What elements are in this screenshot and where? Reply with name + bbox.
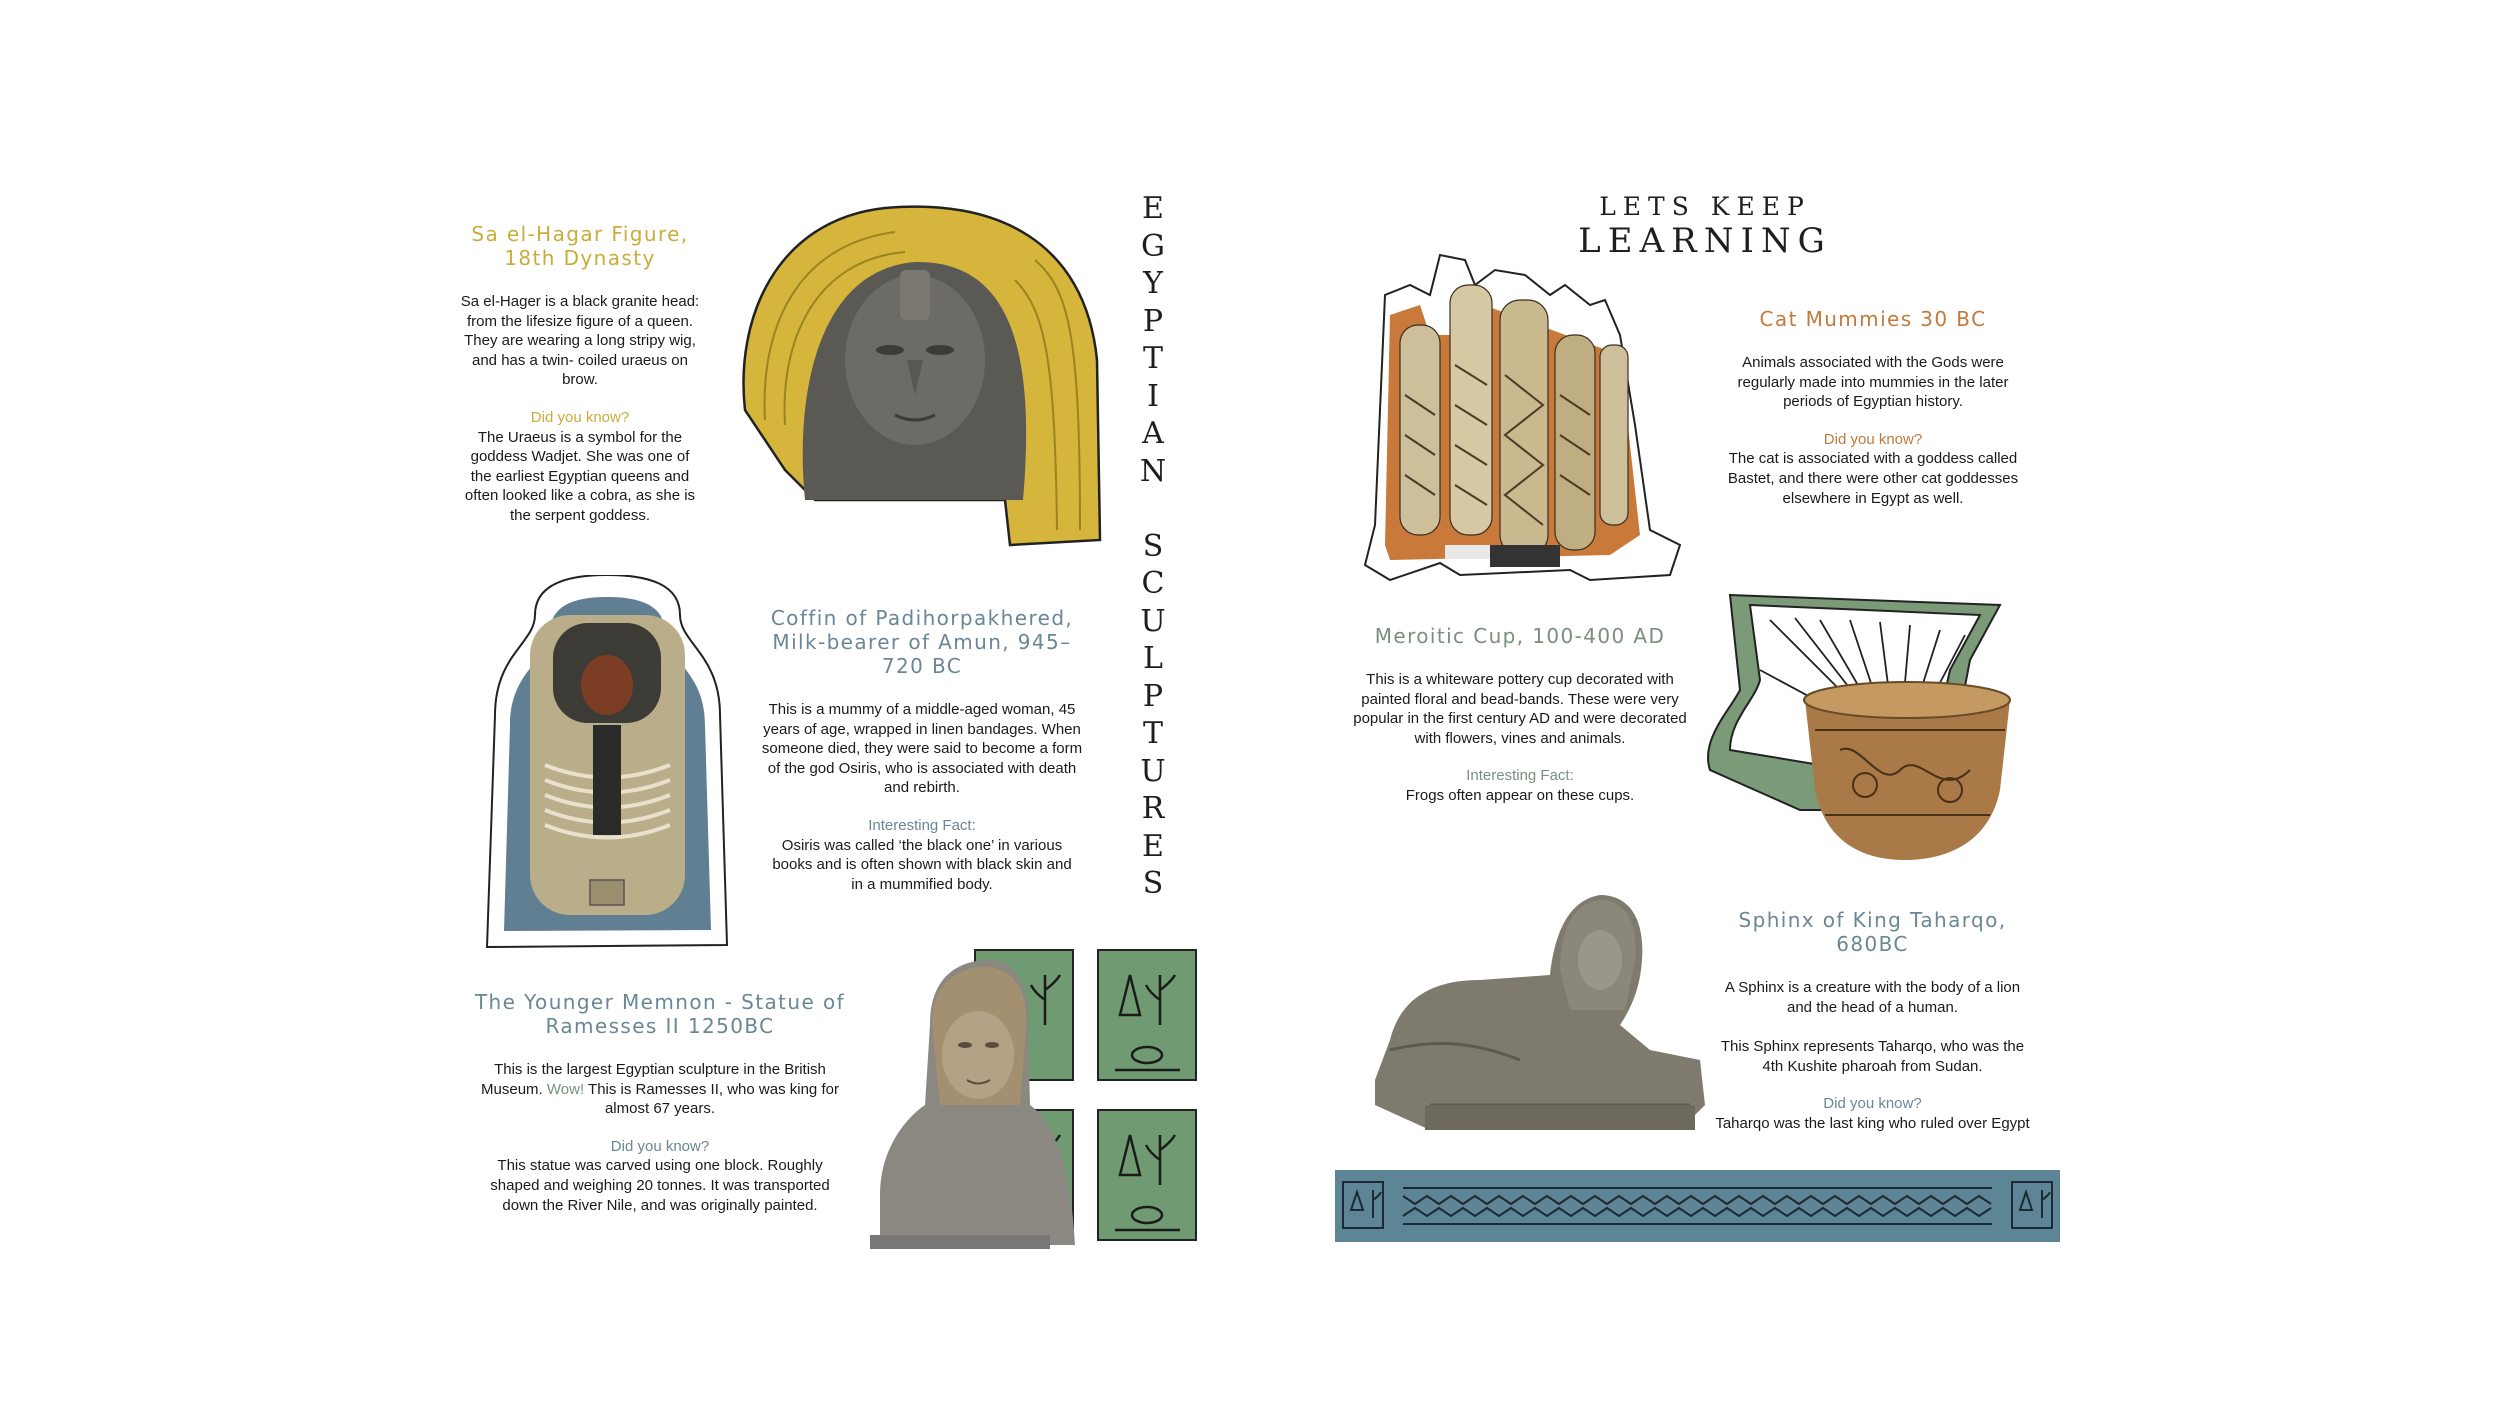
meroitic-cup-body: This is a whiteware pottery cup decorated with painted floral and bead-bands. These were very popular in the first century AD and were decorated with flowers, vines and animals. bbox=[1353, 671, 1687, 747]
sa-el-hagar-fact-label: Did you know? bbox=[530, 408, 630, 426]
sa-el-hagar-block bbox=[460, 222, 700, 526]
spine-letter: R bbox=[1141, 791, 1165, 826]
memnon-fact: This statue was carved using one block. Roughly shaped and weighing 20 tonnes. It was transported down the River Nile, and was originally painted. bbox=[490, 1157, 830, 1214]
spine-letter bbox=[1138, 490, 1168, 528]
sa-el-hagar-head-image bbox=[735, 200, 1105, 550]
spine-letter: U bbox=[1140, 603, 1166, 639]
spine-letter: N bbox=[1139, 453, 1167, 489]
spine-letter: L bbox=[1143, 641, 1163, 676]
meroitic-cup-fact-label: Interesting Fact: bbox=[1466, 767, 1574, 785]
spine-letter: E bbox=[1142, 191, 1164, 226]
meroitic-cup-image bbox=[1700, 590, 2020, 870]
coffin-body: This is a mummy of a middle-aged woman, 45 years of age, wrapped in linen bandages. When someone died, they were said to become a form of the god Osiris, who is associated with death and rebirth. bbox=[761, 701, 1083, 797]
memnon-body bbox=[465, 1060, 855, 1119]
coffin-fact: Osiris was called ‘the black one’ in various books and is often shown with black skin and in a mummified body. bbox=[772, 836, 1072, 893]
sphinx-image bbox=[1370, 890, 1710, 1140]
sa-el-hagar-fact: The Uraeus is a symbol for the goddess Wadjet. She was one of the earliest Egyptian queens and often looked like a cobra, as she is the serpent goddess. bbox=[464, 428, 696, 524]
sphinx-body-2: This Sphinx represents Taharqo, who was the 4th Kushite pharoah from Sudan. bbox=[1720, 1038, 2025, 1075]
sphinx-fact: Taharqo was the last king who ruled over Egypt bbox=[1715, 1114, 2030, 1132]
spine-letter: P bbox=[1142, 678, 1164, 714]
cat-mummies-fact-label: Did you know? bbox=[1823, 430, 1923, 448]
cat-mummies-fact: The cat is associated with a goddess called Bastet, and there were other cat goddesses elsewhere in Egypt as well. bbox=[1727, 450, 2019, 507]
coffin-image bbox=[475, 575, 740, 950]
spine-letter: S bbox=[1142, 528, 1164, 564]
spine-letter: I bbox=[1147, 378, 1159, 414]
meroitic-cup-block bbox=[1350, 624, 1690, 806]
sphinx-body-1: A Sphinx is a creature with the body of a lion and the head of a human. bbox=[1724, 979, 2021, 1016]
memnon-fact-label: Did you know? bbox=[610, 1137, 710, 1155]
spine-title bbox=[1138, 190, 1168, 903]
header-pre: LETS KEEP bbox=[1599, 192, 1811, 221]
spine-letter: T bbox=[1142, 716, 1163, 751]
cat-mummies-title: Cat Mummies 30 BC bbox=[1759, 307, 1987, 331]
spine-letter: A bbox=[1142, 416, 1164, 451]
cat-mummies-block bbox=[1718, 307, 2028, 508]
coffin-title: Coffin of Padihorpakhered, Milk-bearer of Amun, 945–720 BC bbox=[770, 606, 1074, 678]
cat-mummies-image bbox=[1350, 245, 1690, 585]
spine-letter: U bbox=[1140, 753, 1166, 789]
sa-el-hagar-body: Sa el-Hager is a black granite head: from the lifesize figure of a queen. They are wearing a long stripy wig, and has a twin- coiled uraeus on brow. bbox=[460, 293, 700, 389]
spine-letter: G bbox=[1141, 228, 1165, 264]
sphinx-title: Sphinx of King Taharqo, 680BC bbox=[1738, 908, 2007, 956]
spine-letter: T bbox=[1142, 341, 1163, 376]
memnon-body-post: This is Ramesses II, who was king for almost 67 years. bbox=[588, 1080, 839, 1118]
spine-letter: C bbox=[1141, 566, 1165, 601]
memnon-block bbox=[465, 990, 855, 1215]
memnon-statue-image bbox=[870, 945, 1210, 1250]
sa-el-hagar-title: Sa el-Hagar Figure, 18th Dynasty bbox=[471, 222, 689, 270]
memnon-body-pre: This is the largest Egyptian sculpture in the British Museum. bbox=[481, 1061, 826, 1098]
sphinx-block bbox=[1715, 908, 2030, 1134]
spine-letter: P bbox=[1142, 303, 1164, 339]
sphinx-fact-label: Did you know? bbox=[1823, 1095, 1922, 1113]
border-pattern bbox=[1335, 1170, 2060, 1242]
spine-letter: S bbox=[1142, 866, 1164, 901]
meroitic-cup-fact: Frogs often appear on these cups. bbox=[1405, 786, 1635, 804]
header-main: LEARNING bbox=[1578, 221, 1832, 261]
memnon-body-wow: Wow! bbox=[546, 1080, 585, 1098]
spine-letter: Y bbox=[1143, 266, 1163, 301]
cat-mummies-body: Animals associated with the Gods were regularly made into mummies in the later periods of Egyptian history. bbox=[1737, 354, 2009, 411]
coffin-fact-label: Interesting Fact: bbox=[868, 816, 976, 834]
meroitic-cup-title: Meroitic Cup, 100-400 AD bbox=[1374, 624, 1666, 648]
coffin-block bbox=[752, 606, 1092, 894]
spine-letter: E bbox=[1142, 828, 1164, 864]
memnon-title: The Younger Memnon - Statue of Ramesses II 1250BC bbox=[474, 990, 846, 1038]
